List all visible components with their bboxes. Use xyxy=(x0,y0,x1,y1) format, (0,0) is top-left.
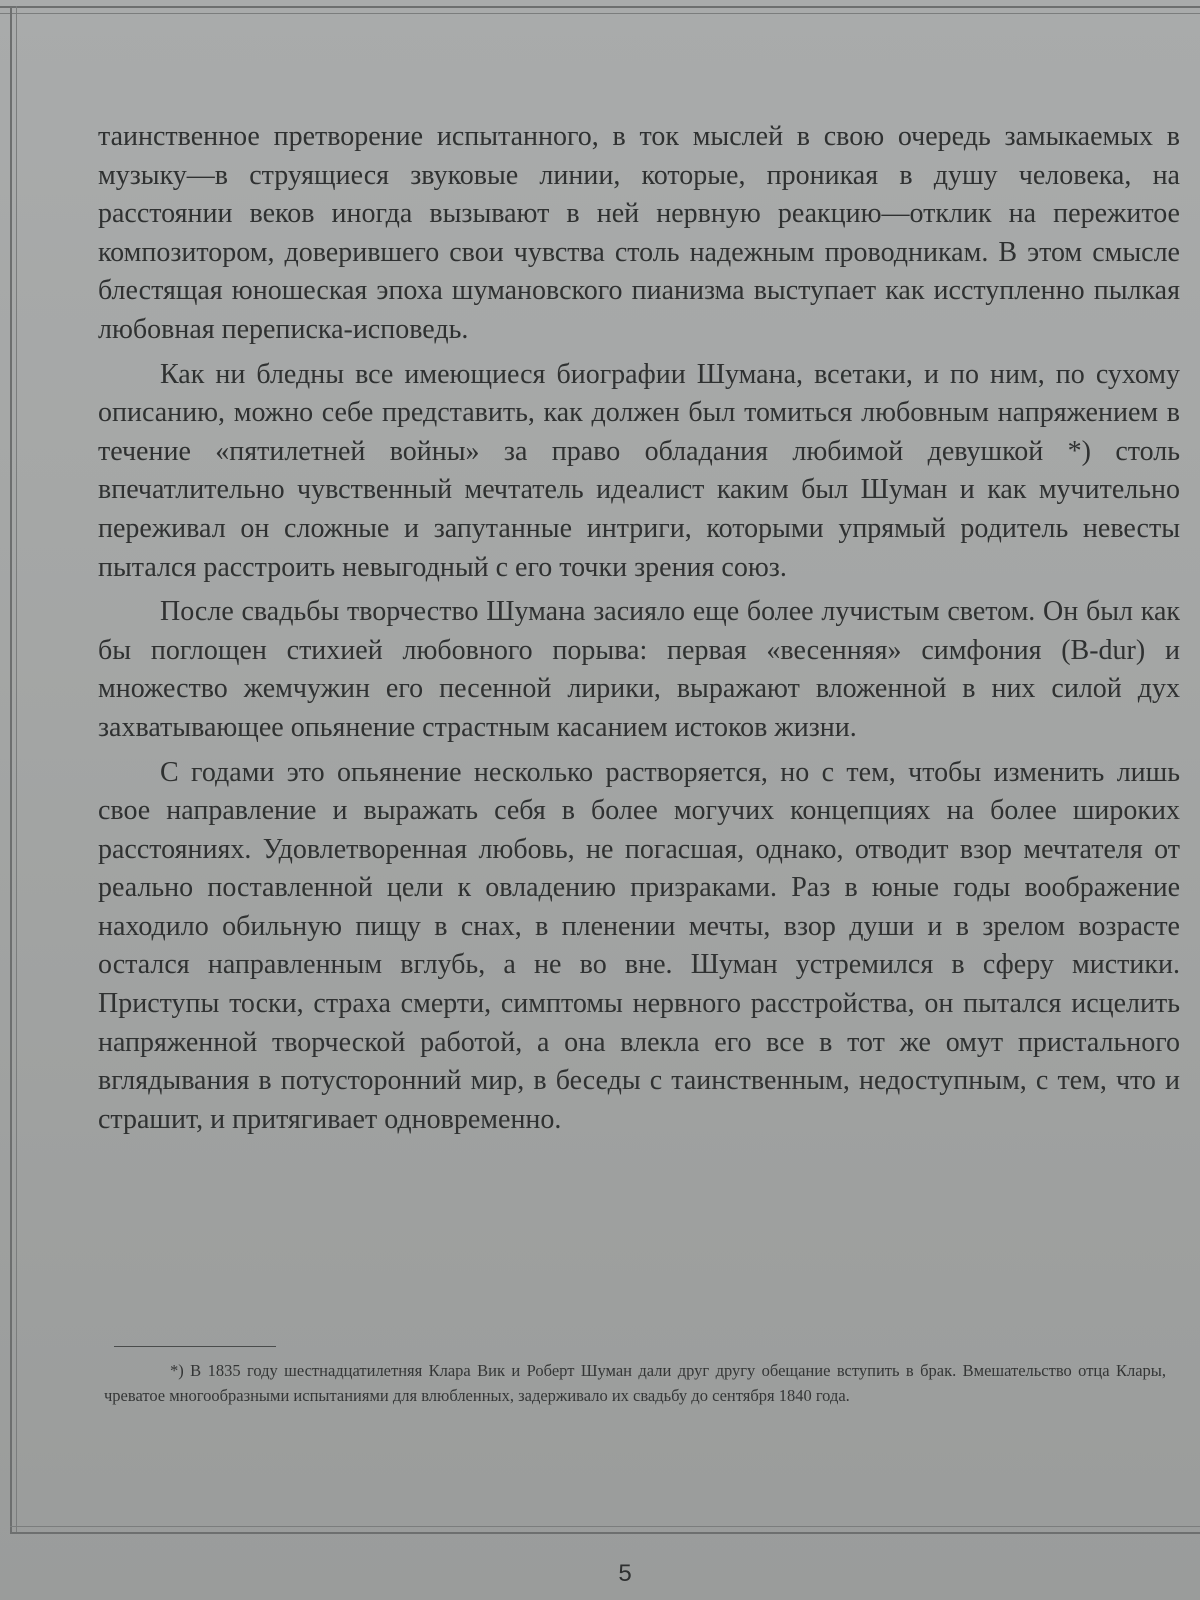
page-frame-top-border xyxy=(0,6,1200,14)
main-text xyxy=(98,118,1180,1145)
footnote-separator xyxy=(114,1346,276,1347)
page-number: 5 xyxy=(618,1560,632,1587)
paragraph-4: С годами это опьянение несколько растворяется, но с тем, чтобы изменить лишь свое направление и выражать себя в более могучих концепциях на более широких расстояниях. Удовлетворенная любовь, не погасшая, однако, отводит взор мечтателя от реально поставленной цели к овладению призраками. Раз в юные годы воображение находило обильную пищу в снах, в пленении мечты, взор души и в зрелом возрасте остался направленным вглубь, а не во вне. Шуман устремился в сферу мистики. Приступы тоски, страха смерти, симптомы нервного расстройства, он пытался исцелить напряженной творческой работой, а она влекла его все в тот же омут пристального вглядывания в потусторонний мир, в беседы с таинственным, недоступным, с тем, что и страшит, и притягивает одновременно. xyxy=(98,756,1180,1135)
page-frame-left-border xyxy=(10,6,17,1534)
paragraph-1: таинственное претворение испытанного, в ток мыслей в свою очередь замыкаемых в музыку—в струящиеся звуковые линии, которые, проникая в душу человека, на расстоянии веков иногда вызывают в ней нервную реакцию—отклик на пережитое композитором, доверившего свои чувства столь надежным проводникам. В этом смысле блестящая юношеская эпоха шумановского пианизма выступает как исступленно пылкая любовная переписка-исповедь. xyxy=(98,121,1180,345)
paragraph-2: Как ни бледны все имеющиеся биографии Шумана, всетаки, и по ним, по сухому описанию, можно себе представить, как должен был томиться любовным напряжением в течение «пятилетней войны» за право обладания любимой девушкой *) столь впечатлительно чувственный мечтатель идеалист каким был Шуман и как мучительно переживал он сложные и запутанные интриги, которыми упрямый родитель невесты пытался расстроить невыгодный с его точки зрения союз. xyxy=(98,358,1180,583)
page-frame-bottom-border xyxy=(10,1526,1200,1534)
paragraph-3: После свадьбы творчество Шумана засияло еще более лучистым светом. Он был как бы поглощен стихией любовного порыва: первая «весенняя» симфония (B-dur) и множество жемчужин его песенной лирики, выражают вложенной в них силой дух захватывающее опьянение страстным касанием истоков жизни. xyxy=(98,596,1180,743)
footnote: *) В 1835 году шестнадцатилетняя Клара Вик и Роберт Шуман дали друг другу обещание вступить в брак. Вмешательство отца Клары, чреватое многообразными испытаниями для влюбленных, задерживало их свадьбу до сентября 1840 года. xyxy=(104,1361,1166,1405)
